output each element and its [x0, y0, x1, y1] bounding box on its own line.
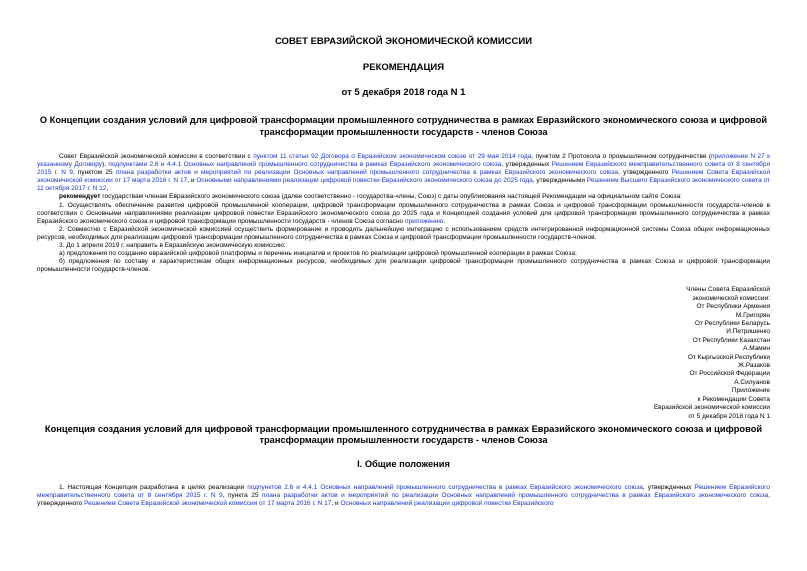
annex-title: Концепция создания условий для цифровой трансформации промышленного сотрудничества в рамках Евразийского экономического союза и цифровой трансформации промышленности государств - членов Союза	[44, 423, 763, 446]
link-decision-eimc-9[interactable]: Решением Евразийского межправительственного совета от 8 сентября 2015 г. N 9	[37, 483, 770, 499]
signature-line: Члены Совета Евразийской	[686, 286, 770, 294]
link-decision-eec-17[interactable]: Решением Совета Евразийской экономической комиссии от 17 марта 2016 г. N 17	[37, 169, 771, 185]
annex-label-line: Приложение	[731, 387, 770, 395]
point-2-paragraph: 2. Совместно с Евразийской экономической комиссией осуществить формирование и проводить дальнейшую интеграцию с использованием средств интегрированной информационной системы Союза общих информационных ресурсов, необходимых для реализации цифровой трансформации промышленного сотрудничества в рамках Союза и цифровой трансформации промышленности государств-членов.	[37, 225, 770, 241]
link-subpoints-2-6-4-4-1[interactable]: подпунктами 2.6 и 4.4.1 Основных направлений промышленного сотрудничества в рамках Евразийского экономического союза	[108, 161, 502, 169]
document-date-heading: от 5 декабря 2018 года N 1	[341, 87, 466, 98]
signature-line: Ж.Разаков	[737, 362, 770, 370]
signature-line: От Кыргызской Республики	[687, 353, 770, 361]
link-annex-27[interactable]: приложение N 27 к указанному Договору	[37, 153, 770, 169]
signature-block	[570, 286, 770, 421]
link-decision-seec-12[interactable]: Решением Высшего Евразийского экономического совета от 11 октября 2017 г. N 12	[37, 177, 770, 193]
link-subpoints-2-6-4-4-1[interactable]: подпунктов 2.6 и 4.4.1 Основных направлений промышленного сотрудничества в рамках Евразийского экономического союза	[247, 483, 643, 491]
signature-line: От Республики Армения	[696, 303, 770, 311]
document-type-heading: РЕКОМЕНДАЦИЯ	[362, 62, 445, 73]
link-plan-acts[interactable]: плана разработки актов и мероприятий по реализации Основных направлений промышленного сотрудничества в рамках Евразийского экономического союза	[115, 169, 619, 177]
signature-line: От Российской Федерации	[689, 370, 770, 378]
signature-line: От Республики Беларусь	[694, 320, 770, 328]
subpoint-a-paragraph: а) предложения по созданию евразийской цифровой платформы и перечень инициатив и проектов по реализации цифровой промышленной кооперации в рамках Союза;	[59, 250, 577, 258]
signature-line: М.Григорян	[735, 311, 770, 319]
issuer-heading: СОВЕТ ЕВРАЗИЙСКОЙ ЭКОНОМИЧЕСКОЙ КОМИССИИ	[274, 36, 533, 47]
signature-line: А.Силуанов	[734, 378, 770, 386]
annex-label-line: Евразийской экономической комиссии	[653, 404, 770, 412]
recommends-paragraph: рекомендует государствам членам Евразийского экономического союза (далее соответственно - государства-члены, Союз) с даты опубликования настоящей Рекомендации на официальном сайте Союза:	[59, 193, 682, 201]
document-title: О Концепции создания условий для цифровой трансформации промышленного сотрудничества в рамках Евразийского экономического союза и цифровой трансформации промышленности государств - членов Союза	[39, 115, 768, 137]
link-digital-agenda[interactable]: Основными направлениями реализации цифровой повестки Евразийского экономического союза до 2025 года	[196, 177, 533, 185]
annex-point-1-paragraph: 1. Настоящая Концепция разработана в целях реализации подпунктов 2.6 и 4.4.1 Основных направлений промышленного сотрудничества в рамках Евразийского экономического союза, утвержденных Решением Евразийского межправительственного совета от 8 сентября 2015 г. N 9, пункта 25 плана разработки актов и мероприятий по реализации Основных направлений промышленного сотрудничества в рамках Евразийского экономического союза, утвержденного Решением Совета Евразийской экономической комиссии от 17 марта 2016 г. N 17, и Основных направлений реализации цифровой повестки Евразийского	[37, 483, 771, 508]
signature-line: И.Петришенко	[726, 328, 770, 336]
point-1-paragraph: 1. Осуществлять обеспечение развития цифровой промышленной кооперации, цифровой трансформации промышленного сотрудничества в рамках Союза и цифровой трансформации промышленности государств-членов в соответствии с Основными направлениями реализации цифровой повестки Евразийского экономического союза до 2025 года и Концепцией создания условий для цифровой трансформации промышленного сотрудничества в рамках Евразийского экономического союза и цифровой трансформации промышленности государств - членов Союза согласно приложению.	[37, 201, 770, 225]
link-decision-eimc-9[interactable]: Решением Евразийского межправительственного совета от 8 сентября 2015 г. N 9	[37, 161, 770, 177]
section-title: I. Общие положения	[357, 458, 450, 469]
link-treaty-article[interactable]: пунктом 11 статьи 92 Договора о Евразийском экономическом союзе от 29 мая 2014 года	[253, 153, 532, 160]
link-plan-acts[interactable]: плана разработки актов и мероприятий по реализации Основных направлений промышленного сотрудничества в рамках Евразийского экономического союза	[261, 492, 769, 499]
preamble-paragraph: Совет Евразийской экономической комиссии в соответствии с пунктом 11 статьи 92 Договора о Евразийском экономическом союзе от 29 мая 2014 года, пунктом 2 Протокола о промышленном сотрудничестве (приложение N 27 к указанному Договору), подпунктами 2.6 и 4.4.1 Основных направлений промышленного сотрудничества в рамках Евразийского экономического союза, утвержденных Решением Евразийского межправительственного совета от 8 сентября 2015 г. N 9, пунктом 25 плана разработки актов и мероприятий по реализации Основных направлений промышленного сотрудничества в рамках Евразийского экономического союза, утвержденного Решением Совета Евразийской экономической комиссии от 17 марта 2016 г. N 17, и Основными направлениями реализации цифровой повестки Евразийского экономического союза до 2025 года, утвержденными Решением Высшего Евразийского экономического совета от 11 октября 2017 г. N 12,	[37, 153, 771, 193]
annex-label-line: к Рекомендации Совета	[697, 395, 770, 403]
signature-line: экономической комиссии:	[692, 294, 770, 302]
link-annex[interactable]: приложению	[404, 217, 444, 225]
point-3-paragraph: 3. До 1 апреля 2019 г. направить в Евразийскую экономическую комиссию:	[59, 242, 286, 250]
signature-line: А.Мамин	[743, 345, 770, 353]
annex-label-line: от 5 декабря 2018 года N 1	[688, 412, 770, 420]
link-decision-eec-17[interactable]: Решением Совета Евразийской экономической комиссии от 17 марта 2016 г. N 17	[84, 500, 332, 508]
link-digital-agenda[interactable]: Основных направлений реализации цифровой повестки Евразийского	[340, 500, 554, 508]
signature-line: От Республики Казахстан	[692, 336, 770, 344]
subpoint-b-paragraph: б) предложения по составу и характеристикам общих информационных ресурсов, необходимых для реализации цифровой трансформации промышленного сотрудничества в рамках Союза и цифровой трансформации промышленности государств-членов.	[37, 258, 770, 274]
